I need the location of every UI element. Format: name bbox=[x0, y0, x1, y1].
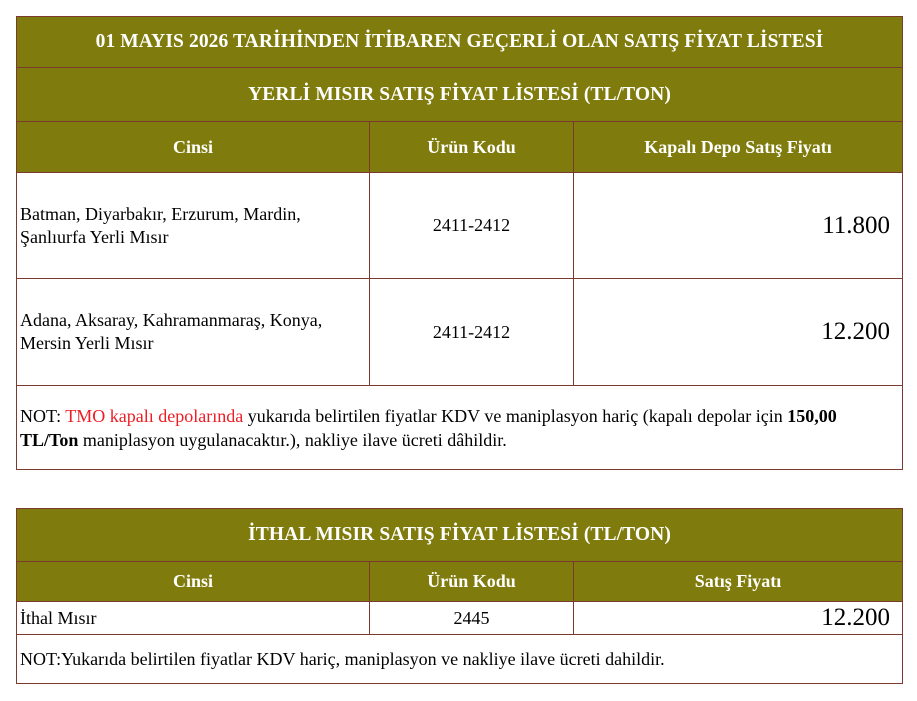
column-header-code: Ürün Kodu bbox=[370, 122, 574, 173]
column-header-code: Ürün Kodu bbox=[370, 562, 574, 602]
note-text: maniplasyon uygulanacaktır.), nakliye ilave ücreti dâhildir. bbox=[78, 429, 507, 450]
column-header-name: Cinsi bbox=[17, 562, 370, 602]
product-name-line: Mersin Yerli Mısır bbox=[20, 333, 154, 353]
main-title: 01 MAYIS 2026 TARİHİNDEN İTİBAREN GEÇERLİ OLAN SATIŞ FİYAT LİSTESİ bbox=[17, 17, 903, 68]
product-code-cell: 2411-2412 bbox=[370, 279, 574, 386]
note-bold-amount: 150,00 TL/Ton bbox=[20, 405, 837, 450]
product-name-cell: İthal Mısır bbox=[17, 602, 370, 635]
table-row bbox=[17, 602, 903, 635]
product-name-line: Batman, Diyarbakır, Erzurum, Mardin, bbox=[20, 203, 301, 224]
domestic-note bbox=[17, 386, 903, 470]
product-name-line: Adana, Aksaray, Kahramanmaraş, Konya, bbox=[20, 310, 323, 330]
column-header-price: Kapalı Depo Satış Fiyatı bbox=[574, 122, 903, 173]
column-header-name: Cinsi bbox=[17, 122, 370, 173]
price-cell: 11.800 bbox=[574, 173, 903, 279]
column-header-price: Satış Fiyatı bbox=[574, 562, 903, 602]
product-code-cell: 2445 bbox=[370, 602, 574, 635]
table-row bbox=[17, 279, 903, 386]
note-highlight: TMO kapalı depolarında bbox=[65, 405, 244, 426]
note-text: yukarıda belirtilen fiyatlar KDV ve maniplasyon hariç (kapalı depolar için bbox=[243, 405, 788, 426]
product-name-line: Şanlıurfa Yerli Mısır bbox=[20, 226, 169, 247]
price-cell: 12.200 bbox=[574, 602, 903, 635]
product-code-cell: 2411-2412 bbox=[370, 173, 574, 279]
domestic-price-table bbox=[16, 16, 903, 470]
price-cell: 12.200 bbox=[574, 279, 903, 386]
note-prefix: NOT: bbox=[20, 405, 66, 426]
imported-note: NOT:Yukarıda belirtilen fiyatlar KDV hariç, maniplasyon ve nakliye ilave ücreti dahildir. bbox=[17, 635, 903, 684]
product-name-cell bbox=[17, 279, 370, 386]
imported-price-table bbox=[16, 508, 903, 684]
imported-table-title: İTHAL MISIR SATIŞ FİYAT LİSTESİ (TL/TON) bbox=[17, 509, 903, 562]
table-row bbox=[17, 173, 903, 279]
product-name-cell bbox=[17, 173, 370, 279]
domestic-table-title: YERLİ MISIR SATIŞ FİYAT LİSTESİ (TL/TON) bbox=[17, 68, 903, 122]
